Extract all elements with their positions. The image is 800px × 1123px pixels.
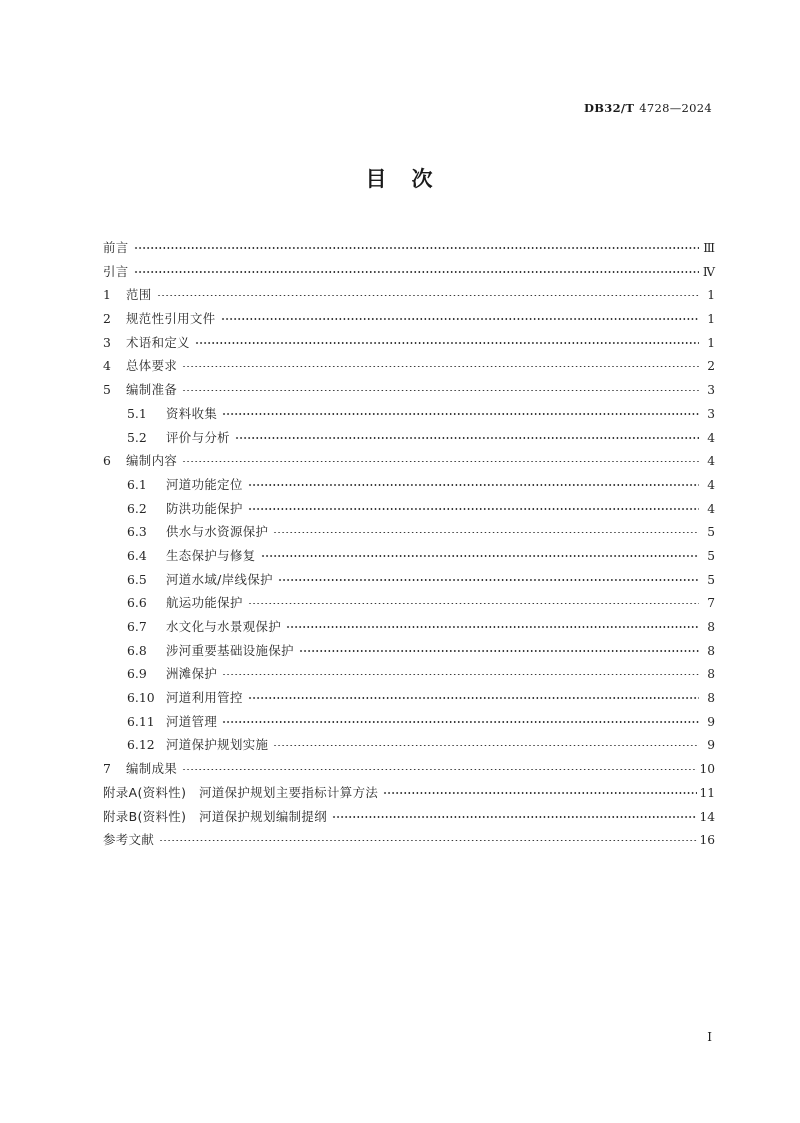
- toc-entry-number: 6.2: [127, 500, 147, 516]
- toc-dot-leader: [182, 761, 697, 773]
- toc-dot-leader: [134, 264, 699, 276]
- toc-dot-leader: [222, 666, 699, 678]
- toc-dot-leader: [332, 809, 697, 821]
- toc-entry[interactable]: [103, 499, 715, 523]
- toc-entry-label: 参考文献: [103, 832, 155, 848]
- toc-entry[interactable]: [103, 759, 715, 783]
- toc-entry-page-number: 1: [707, 335, 715, 350]
- toc-dot-leader: [182, 382, 699, 394]
- toc-entry[interactable]: [103, 830, 715, 854]
- toc-entry-page-number: Ⅲ: [703, 241, 715, 255]
- toc-entry-number: 1: [103, 287, 111, 303]
- toc-entry-number: 5.2: [127, 429, 147, 445]
- toc-entry-number: 3: [103, 334, 111, 350]
- toc-dot-leader: [222, 714, 699, 726]
- toc-entry-label: 洲滩保护: [166, 666, 218, 682]
- toc-entry-label: 河道保护规划实施: [166, 737, 269, 753]
- toc-entry-number: 6.12: [127, 737, 155, 753]
- toc-entry-label: 编制成果: [126, 761, 178, 777]
- toc-entry[interactable]: [103, 641, 715, 665]
- toc-dot-leader: [248, 477, 699, 489]
- toc-entry-page-number: 4: [707, 501, 715, 516]
- toc-entry[interactable]: [103, 712, 715, 736]
- toc-entry[interactable]: [103, 664, 715, 688]
- toc-dot-leader: [273, 737, 699, 749]
- toc-entry-page-number: 16: [699, 833, 715, 848]
- toc-entry-page-number: 5: [707, 525, 715, 540]
- toc-dot-leader: [134, 240, 699, 252]
- toc-entry[interactable]: [103, 238, 715, 262]
- toc-entry-label: 涉河重要基础设施保护: [166, 642, 294, 658]
- toc-entry[interactable]: [103, 593, 715, 617]
- toc-dot-leader: [248, 501, 699, 513]
- toc-entry-label: 河道利用管控: [166, 690, 243, 706]
- toc-entry-label: 编制准备: [126, 382, 178, 398]
- toc-entry-label: 总体要求: [126, 358, 178, 374]
- toc-entry[interactable]: [103, 451, 715, 475]
- toc-entry-page-number: 14: [699, 809, 715, 824]
- toc-entry[interactable]: [103, 404, 715, 428]
- toc-entry-label: 河道水域/岸线保护: [166, 571, 273, 587]
- document-header: [584, 101, 712, 115]
- toc-entry-page-number: 1: [707, 312, 715, 327]
- toc-entry[interactable]: [103, 262, 715, 286]
- toc-entry-number: 6: [103, 453, 111, 469]
- toc-entry-page-number: 4: [707, 477, 715, 492]
- page-number-folio: Ⅰ: [707, 1030, 712, 1044]
- toc-entry[interactable]: [103, 570, 715, 594]
- toc-entry[interactable]: [103, 735, 715, 759]
- toc-entry-number: 2: [103, 311, 111, 327]
- toc-entry-page-number: 8: [707, 691, 715, 706]
- toc-entry-label: 水文化与水景观保护: [166, 619, 282, 634]
- toc-entry-page-number: 8: [707, 643, 715, 658]
- toc-entry-page-number: 2: [707, 359, 715, 374]
- toc-entry-number: 6.4: [127, 547, 147, 563]
- toc-entry-number: 6.11: [127, 713, 155, 729]
- toc-entry[interactable]: [103, 783, 715, 807]
- toc-entry[interactable]: [103, 522, 715, 546]
- toc-dot-leader: [278, 572, 699, 584]
- toc-dot-leader: [157, 287, 699, 299]
- toc-entry-number: 6.3: [127, 524, 147, 540]
- toc-entry[interactable]: [103, 309, 715, 333]
- toc-entry-page-number: 7: [707, 596, 715, 611]
- toc-entry-label: 河道功能定位: [166, 476, 243, 492]
- toc-entry-number: 4: [103, 358, 111, 374]
- toc-entry-page-number: 9: [707, 714, 715, 729]
- toc-entry-page-number: Ⅳ: [702, 264, 715, 279]
- toc-entry-page-number: 8: [707, 667, 715, 682]
- toc-dot-leader: [299, 643, 699, 655]
- toc-entry[interactable]: [103, 285, 715, 309]
- toc-dot-leader: [383, 785, 697, 797]
- toc-entry-label: 附录A(资料性) 河道保护规划主要指标计算方法: [103, 784, 379, 800]
- toc-entry[interactable]: [103, 428, 715, 452]
- toc-entry-number: 6.6: [127, 595, 147, 611]
- toc-dot-leader: [222, 406, 699, 418]
- toc-entry-label: 评价与分析: [166, 429, 230, 445]
- toc-entry-label: 供水与水资源保护: [166, 524, 269, 540]
- toc-entry-number: 6.8: [127, 642, 147, 658]
- toc-entry-label: 防洪功能保护: [166, 500, 243, 516]
- toc-entry-number: 6.9: [127, 666, 147, 682]
- toc-entry-page-number: 1: [707, 288, 715, 303]
- toc-dot-leader: [273, 524, 699, 536]
- toc-dot-leader: [235, 430, 699, 442]
- toc-entry-number: 6.1: [127, 476, 147, 492]
- toc-entry-page-number: 9: [707, 738, 715, 753]
- toc-entry-page-number: 5: [707, 572, 715, 587]
- toc-entry[interactable]: [103, 356, 715, 380]
- toc-dot-leader: [195, 335, 699, 347]
- toc-entry-page-number: 4: [707, 430, 715, 445]
- toc-entry-number: 5.1: [127, 405, 147, 421]
- toc-entry-number: 6.5: [127, 571, 147, 587]
- toc-entry-number: 7: [103, 761, 111, 777]
- toc-entry-label: 范围: [126, 287, 152, 303]
- toc-dot-leader: [248, 690, 699, 702]
- standard-code: DB32/T: [584, 101, 635, 115]
- toc-entry-number: 5: [103, 382, 111, 398]
- toc-entry-label: 附录B(资料性) 河道保护规划编制提纲: [103, 808, 328, 824]
- toc-dot-leader: [261, 548, 699, 560]
- toc-entry-number: 6.7: [127, 619, 147, 634]
- toc-entry-label: 河道管理: [166, 713, 218, 729]
- toc-dot-leader: [221, 311, 699, 323]
- toc-entry[interactable]: [103, 546, 715, 570]
- standard-number: 4728—2024: [639, 101, 712, 115]
- toc-entry-label: 生态保护与修复: [166, 547, 256, 563]
- toc-entry[interactable]: [103, 688, 715, 712]
- toc-entry-label: 前言: [103, 240, 129, 255]
- toc-dot-leader: [182, 453, 699, 465]
- toc-entry-page-number: 3: [707, 383, 715, 398]
- toc-entry-page-number: 5: [707, 548, 715, 563]
- toc-entry-number: 6.10: [127, 690, 155, 706]
- toc-dot-leader: [286, 619, 699, 631]
- toc-entry[interactable]: [103, 333, 715, 357]
- toc-dot-leader: [248, 595, 699, 607]
- toc-dot-leader: [182, 358, 699, 370]
- toc-dot-leader: [159, 832, 697, 844]
- toc-entry[interactable]: [103, 617, 715, 641]
- toc-entry-page-number: 4: [707, 454, 715, 469]
- toc-entry[interactable]: [103, 807, 715, 831]
- toc-entry-page-number: 8: [707, 620, 715, 634]
- toc-entry-label: 编制内容: [126, 453, 178, 469]
- toc-entry-page-number: 10: [699, 762, 715, 777]
- toc-entry-page-number: 11: [699, 785, 715, 800]
- toc-entry-label: 航运功能保护: [166, 595, 243, 611]
- toc-entry[interactable]: [103, 475, 715, 499]
- toc-entry-label: 规范性引用文件: [126, 311, 216, 327]
- toc-entry-page-number: 3: [707, 406, 715, 421]
- toc-entry-label: 资料收集: [166, 405, 218, 421]
- table-of-contents: [103, 238, 715, 854]
- toc-entry-label: 术语和定义: [126, 334, 190, 350]
- toc-entry-label: 引言: [103, 263, 129, 279]
- toc-entry[interactable]: [103, 380, 715, 404]
- page-title: 目 次: [365, 167, 435, 191]
